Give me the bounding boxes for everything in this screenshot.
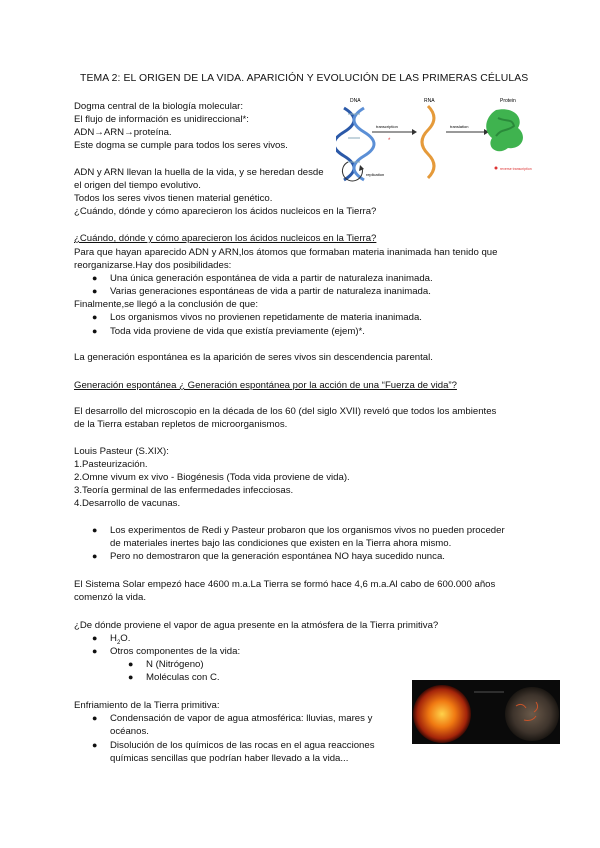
s5-bullet-1b: océanos. — [110, 726, 149, 737]
transcription-label: transcription — [376, 124, 398, 129]
pasteur-heading: Louis Pasteur (S.XIX): — [74, 446, 169, 457]
bullet-icon: ● — [92, 646, 98, 656]
dogma-line-6: Todos los seres vivos tienen material genético. — [74, 193, 273, 204]
early-earth-image — [412, 680, 560, 744]
bullet-icon: ● — [128, 672, 134, 682]
nucleic-acids-heading: ¿Cuándo, dónde y cómo aparecieron los ácidos nucleicos en la Tierra? — [74, 233, 377, 244]
dna-label: DNA — [350, 98, 361, 104]
dogma-line-4: ADN y ARN llevan la huella de la vida, y se heredan desde — [74, 167, 324, 178]
dna-helix-icon — [336, 108, 374, 180]
bullet-icon: ● — [92, 525, 98, 535]
s2-para-1a: Para que hayan aparecido ADN y ARN,los átomos que formaban materia inanimada han tenido que — [74, 247, 498, 258]
dogma-line-2: ADN→ARN→proteína. — [74, 127, 172, 138]
dogma-line-3: Este dogma se cumple para todos los seres vivos. — [74, 140, 288, 151]
s3-para-1b: de la Tierra estaban repletos de microorganismos. — [74, 419, 288, 430]
bullet-icon: ● — [92, 312, 98, 322]
cooling-heading: Enfriamiento de la Tierra primitiva: — [74, 700, 220, 711]
s4-subbullet-2: Moléculas con C. — [146, 672, 220, 683]
s3-bullet-1a: Los experimentos de Redi y Pasteur probaron que los organismos vivos no pueden proceder — [110, 525, 505, 536]
s2-para-2: Finalmente,se llegó a la conclusión de que: — [74, 299, 258, 310]
rna-strand-icon — [422, 106, 434, 178]
bullet-icon: ● — [92, 633, 98, 643]
s5-bullet-2b: químicas sencillas que podrían haber llevado a la vida... — [110, 753, 349, 764]
page-title: TEMA 2: EL ORIGEN DE LA VIDA. APARICIÓN Y EVOLUCIÓN DE LAS PRIMERAS CÉLULAS — [80, 73, 529, 84]
dogma-line-1: El flujo de información es unidireccional*: — [74, 114, 249, 125]
s3-para-3b: comenzó la vida. — [74, 592, 146, 603]
bullet-icon: ● — [92, 273, 98, 283]
s3-para-1a: El desarrollo del microscopio en la década de los 60 (del siglo XVII) reveló que todos los ambientes — [74, 406, 497, 417]
bullet-icon: ● — [92, 326, 98, 336]
s2-para-3: La generación espontánea es la aparición de seres vivos sin descendencia parental. — [74, 352, 433, 363]
dogma-line-5: el origen del tiempo evolutivo. — [74, 180, 201, 191]
translation-label: translation — [450, 124, 469, 129]
s5-bullet-1a: Condensación de vapor de agua atmosférica: lluvias, mares y — [110, 713, 373, 724]
central-dogma-diagram — [336, 92, 532, 184]
pasteur-item-1: 1.Pasteurización. — [74, 459, 148, 470]
water-vapor-heading: ¿De dónde proviene el vapor de agua presente en la atmósfera de la Tierra primitiva? — [74, 620, 439, 631]
s3-bullet-2: Pero no demostraron que la generación espontánea NO haya sucedido nunca. — [110, 551, 445, 562]
s4-bullet-2: Otros componentes de la vida: — [110, 646, 241, 657]
dogma-line-7: ¿Cuándo, dónde y cómo aparecieron los ácidos nucleicos en la Tierra? — [74, 206, 377, 217]
rna-label: RNA — [424, 98, 435, 104]
s2-para-1b: reorganizarse.Hay dos posibilidades: — [74, 260, 232, 271]
s5-bullet-2a: Disolución de los químicos de las rocas en el agua reacciones — [110, 740, 375, 751]
reverse-transcription-legend: reverse transcription — [500, 167, 532, 171]
pasteur-item-2: 2.Omne vivum ex vivo - Biogénesis (Toda vida proviene de vida). — [74, 472, 350, 483]
bullet-icon: ● — [92, 286, 98, 296]
s3-para-3a: El Sistema Solar empezó hace 4600 m.a.La Tierra se formó hace 4,6 m.a.Al cabo de 600.000 años — [74, 579, 496, 590]
spontaneous-generation-heading: Generación espontánea ¿ Generación espontánea por la acción de una “Fuerza de vida”? — [74, 380, 457, 391]
s2-bullet-3: Los organismos vivos no provienen repetidamente de materia inanimada. — [110, 312, 422, 323]
replication-label: replication — [366, 172, 385, 177]
protein-icon — [486, 109, 523, 151]
s2-bullet-2: Varias generaciones espontáneas de vida a partir de naturaleza inanimada. — [110, 286, 431, 297]
protein-label: Protein — [500, 98, 516, 104]
s2-bullet-4: Toda vida proviene de vida que existía previamente (ejem)*. — [110, 326, 365, 337]
svg-text:*: * — [388, 138, 391, 144]
s4-bullet-1: $H_2O$. — [110, 633, 131, 646]
bullet-icon: ● — [92, 740, 98, 750]
bullet-icon: ● — [128, 659, 134, 669]
dogma-heading: Dogma central de la biología molecular: — [74, 101, 244, 112]
s2-bullet-1: Una única generación espontánea de vida a partir de naturaleza inanimada. — [110, 273, 433, 284]
pasteur-item-3: 3.Teoría germinal de las enfermedades infecciosas. — [74, 485, 294, 496]
bullet-icon: ● — [92, 551, 98, 561]
s3-bullet-1b: de materiales inertes bajo las condiciones que existen en la Tierra ahora mismo. — [110, 538, 452, 549]
bullet-icon: ● — [92, 713, 98, 723]
s4-subbullet-1: N (Nitrógeno) — [146, 659, 204, 670]
pasteur-item-4: 4.Desarrollo de vacunas. — [74, 498, 181, 509]
